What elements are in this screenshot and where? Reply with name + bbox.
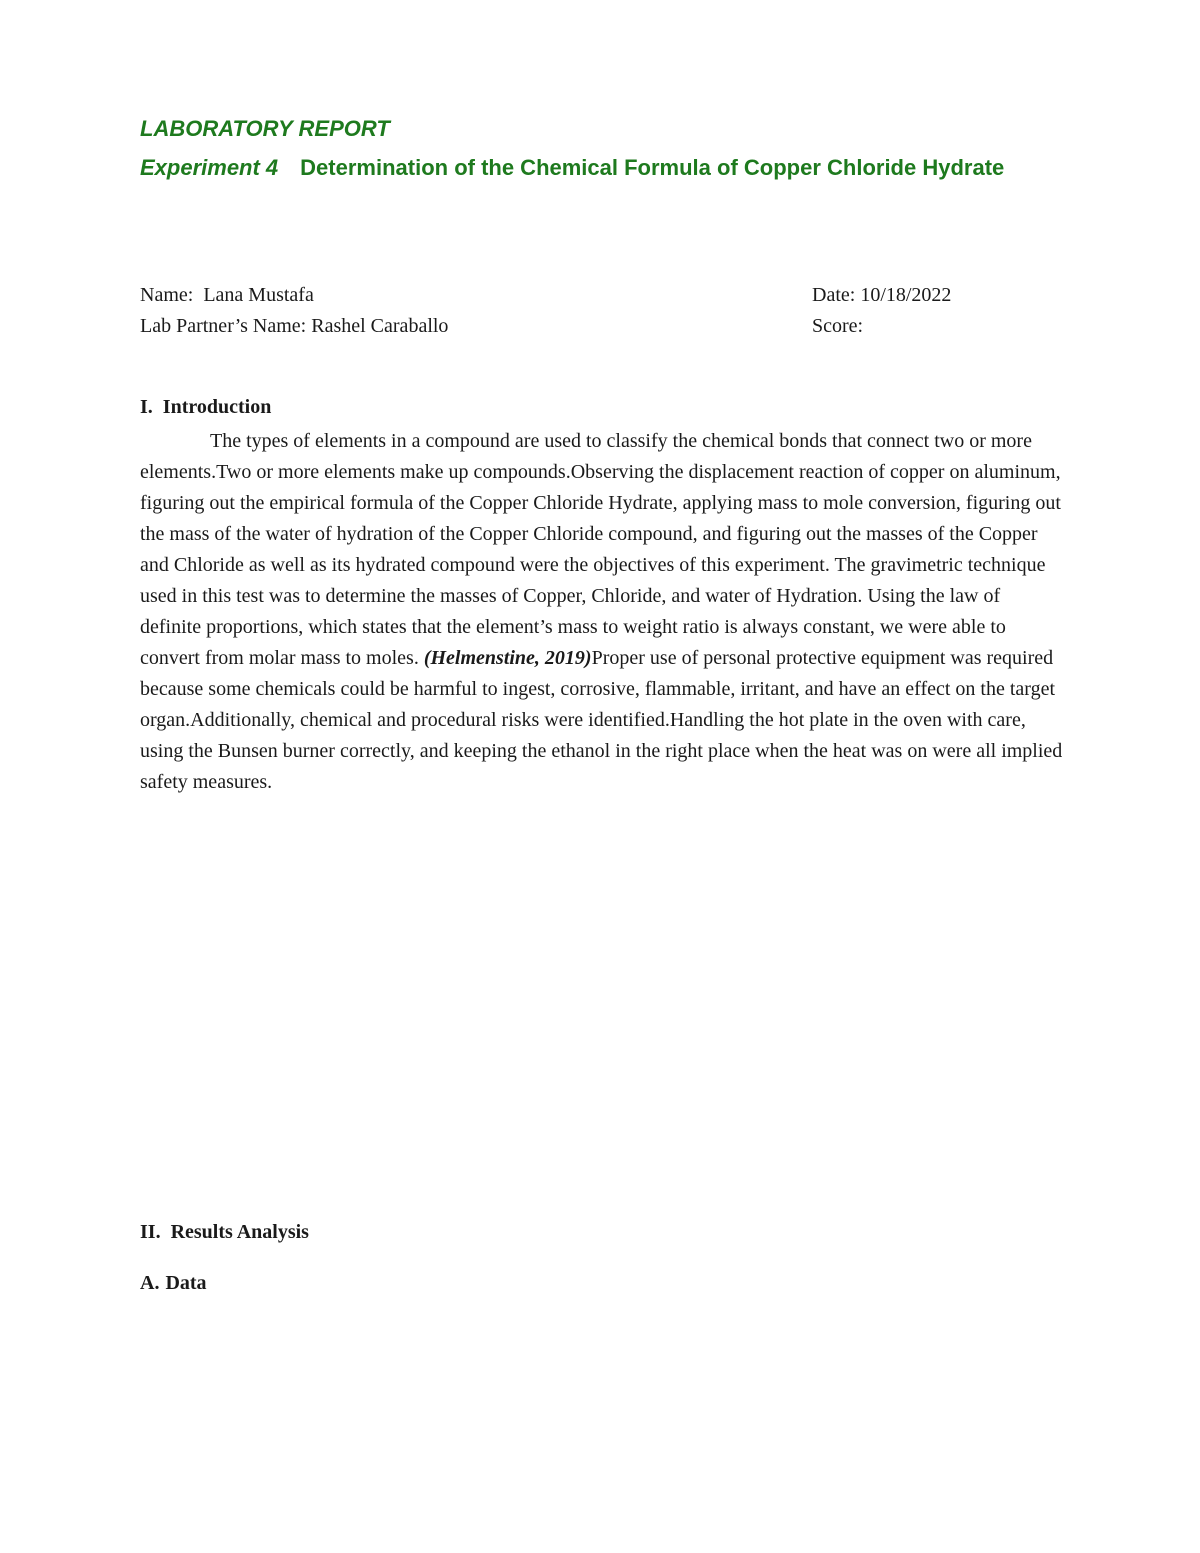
introduction-heading (140, 396, 271, 419)
results-title: Results Analysis (170, 1221, 309, 1243)
date-label: Date: (812, 284, 856, 306)
name-value: Lana Mustafa (203, 284, 314, 306)
date-line (812, 283, 951, 307)
introduction-text-part1: The types of elements in a compound are used to classify the chemical bonds that connect two or more elements.Two or more elements make up compounds.Observing the displacement reaction of copper on aluminum, figuring out the empirical formula of the Copper Chloride Hydrate, applying mass to mole conversion, figuring out the mass of the water of hydration of the Copper Chloride compound, and figuring out the masses of the Copper and Chloride as well as its hydrated compound were the objectives of this experiment. The gravimetric technique used in this test was to determine the masses of Copper, Chloride, and water of Hydration. Using the law of definite proportions, which states that the element’s mass to weight ratio is always constant, we were able to convert from molar mass to moles. (140, 430, 1061, 669)
introduction-number: I. (140, 396, 153, 418)
data-title: Data (165, 1272, 207, 1294)
data-number: A. (140, 1272, 160, 1294)
results-analysis-heading (140, 1221, 309, 1244)
partner-label: Lab Partner’s Name: (140, 315, 307, 337)
partner-value: Rashel Caraballo (311, 315, 449, 337)
experiment-title: Determination of the Chemical Formula of Copper Chloride Hydrate (300, 155, 1005, 180)
partner-line (140, 314, 448, 338)
name-label: Name: (140, 284, 194, 306)
report-label: LABORATORY REPORT (140, 116, 390, 141)
introduction-title: Introduction (162, 396, 272, 418)
score-line (812, 314, 863, 338)
experiment-title-block (140, 151, 1040, 184)
date-value: 10/18/2022 (860, 284, 952, 306)
introduction-text-part2: Proper use of personal protective equipment was required because some chemicals could be harmful to ingest, corrosive, flammable, irritant, and have an effect on the target organ.Additionally, chemical and procedural risks were identified.Handling the hot plate in the oven with care, using the Bunsen burner correctly, and keeping the ethanol in the right place when the heat was on were all implied safety measures. (140, 647, 1063, 793)
data-subheading (140, 1272, 207, 1295)
name-line (140, 283, 314, 307)
citation: (Helmenstine, 2019) (423, 647, 592, 669)
score-label: Score: (812, 315, 864, 337)
introduction-paragraph (140, 426, 1065, 798)
results-number: II. (140, 1221, 161, 1243)
experiment-number: Experiment 4 (140, 155, 279, 180)
